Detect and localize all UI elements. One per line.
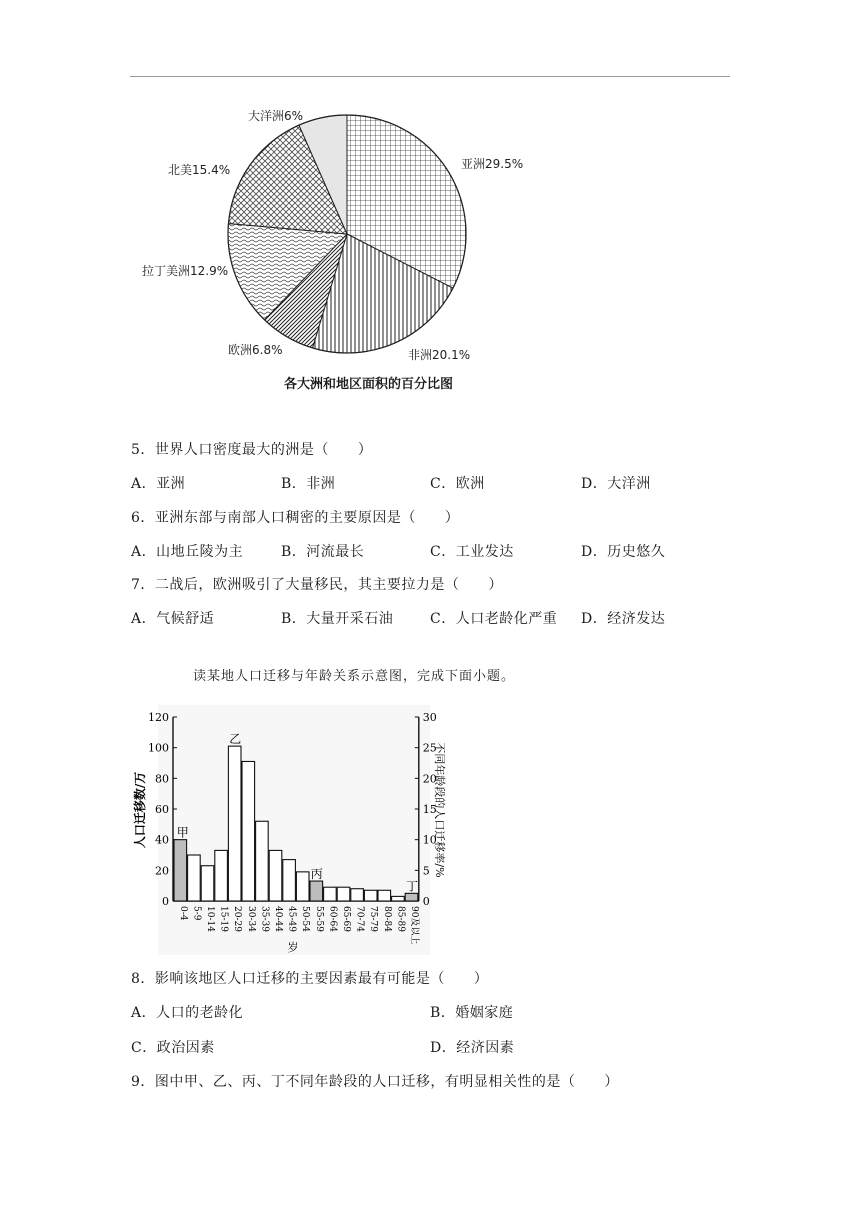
- x-tick-label: 65-69: [341, 906, 351, 932]
- question-7: 7．二战后，欧洲吸引了大量移民，其主要拉力是（ ）: [131, 577, 503, 593]
- y2-tick-label: 15: [422, 803, 437, 816]
- question-9: 9．图中甲、乙、丙、丁不同年龄段的人口迁移，有明显相关性的是（ ）: [131, 1074, 619, 1090]
- pie-label-north-america: 北美15.4%: [168, 163, 231, 177]
- bar: [378, 890, 391, 901]
- q8-option-d: D．经济因素: [430, 1040, 515, 1056]
- bar: [392, 896, 405, 901]
- bar: [242, 761, 255, 901]
- q8-option-b: B．婚姻家庭: [430, 1005, 514, 1021]
- x-tick-label: 85-89: [395, 906, 406, 932]
- x-tick-label: 0-4: [177, 906, 188, 921]
- y-tick-label: 80: [155, 772, 169, 786]
- q7-option-a: A．气候舒适: [131, 611, 215, 627]
- question-5: 5．世界人口密度最大的洲是（ ）: [131, 442, 373, 458]
- bar: [269, 850, 282, 901]
- bar: [228, 746, 241, 901]
- bar-annotation: 丙: [310, 867, 323, 882]
- y-tick-label: 60: [155, 803, 169, 816]
- x-tick-label: 30-34: [245, 906, 256, 932]
- bar: [405, 893, 418, 901]
- bar-annotation: 乙: [229, 732, 242, 747]
- x-tick-label: 20-29: [232, 906, 243, 932]
- q6-option-b: B．河流最长: [281, 544, 365, 560]
- x-tick-label: 45-49: [286, 906, 297, 932]
- q5-option-d: D．大洋洲: [581, 476, 651, 492]
- y2-tick-label: 0: [422, 895, 430, 908]
- x-tick-label: 15-19: [218, 906, 229, 932]
- x-tick-label: 55-59: [313, 906, 324, 932]
- pie-chart-title: 各大洲和地区面积的百分比图: [284, 377, 454, 392]
- q5-option-a: A．亚洲: [131, 476, 186, 492]
- bar: [351, 889, 364, 901]
- bar: [310, 881, 323, 901]
- y-axis-title: 人口迁移数/万: [133, 771, 147, 849]
- q7-option-c: C．人口老龄化严重: [430, 611, 558, 627]
- pie-chart: [130, 95, 540, 395]
- pie-label-africa: 非洲20.1%: [408, 348, 471, 362]
- bar: [296, 872, 309, 901]
- x-tick-label: 10-14: [205, 906, 215, 932]
- bar: [364, 890, 377, 901]
- header-rule: [130, 76, 730, 77]
- q7-option-b: B．大量开采石油: [281, 611, 394, 627]
- bar: [215, 850, 228, 901]
- x-tick-label-last: 90及以上: [409, 906, 419, 945]
- bar-annotation: 丁: [405, 879, 419, 894]
- x-tick-label: 5-9: [191, 906, 202, 921]
- y2-tick-label: 10: [422, 833, 437, 847]
- q5-option-b: B．非洲: [281, 476, 336, 492]
- bar-annotation: 甲: [176, 825, 189, 840]
- y-tick-label: 100: [148, 741, 169, 755]
- section-intro: 读某地人口迁移与年龄关系示意图，完成下面小题。: [193, 669, 516, 684]
- x-tick-label: 35-39: [259, 906, 270, 932]
- y-tick-label: 0: [162, 895, 169, 908]
- pie-label-latin-america: 拉丁美洲12.9%: [142, 264, 229, 278]
- y-tick-label: 120: [148, 711, 169, 724]
- bar: [324, 887, 337, 901]
- q6-option-a: A．山地丘陵为主: [131, 544, 244, 560]
- y2-axis-title: 不同年龄段的人口迁移率/%: [433, 742, 446, 878]
- y2-tick-label: 5: [422, 864, 430, 878]
- x-axis-title: 岁: [287, 941, 299, 954]
- q5-option-c: C．欧洲: [430, 476, 485, 492]
- x-tick-label: 70-74: [354, 906, 365, 932]
- x-tick-label: 50-54: [300, 906, 311, 932]
- pie-chart-svg: [130, 95, 540, 395]
- y-tick-label: 20: [155, 864, 169, 878]
- q7-option-d: D．经济发达: [581, 611, 666, 627]
- q8-option-c: C．政治因素: [131, 1040, 215, 1056]
- bar: [188, 855, 201, 901]
- y-tick-label: 40: [155, 833, 169, 847]
- q8-option-a: A．人口的老龄化: [131, 1005, 244, 1021]
- x-tick-label: 60-64: [327, 906, 338, 932]
- bar: [174, 840, 187, 901]
- question-6: 6．亚洲东部与南部人口稠密的主要原因是（ ）: [131, 510, 460, 526]
- bar: [201, 866, 214, 901]
- migration-bar-chart: [128, 700, 448, 965]
- bar-chart-svg: [128, 700, 448, 965]
- pie-label-oceania: 大洋洲6%: [248, 109, 304, 123]
- y2-tick-label: 25: [422, 741, 437, 755]
- question-8: 8．影响该地区人口迁移的主要因素最有可能是（ ）: [131, 971, 489, 987]
- bar: [256, 821, 269, 901]
- bar: [283, 860, 296, 901]
- y2-tick-label: 20: [422, 772, 437, 786]
- y2-tick-label: 30: [422, 711, 437, 724]
- bar: [337, 887, 350, 901]
- q6-option-d: D．历史悠久: [581, 544, 666, 560]
- pie-label-europe: 欧洲6.8%: [228, 343, 283, 357]
- x-tick-label: 80-84: [381, 906, 392, 932]
- q6-option-c: C．工业发达: [430, 544, 514, 560]
- pie-label-asia: 亚洲29.5%: [461, 157, 524, 171]
- x-tick-label: 75-79: [368, 906, 379, 932]
- x-tick-label: 40-44: [273, 906, 283, 932]
